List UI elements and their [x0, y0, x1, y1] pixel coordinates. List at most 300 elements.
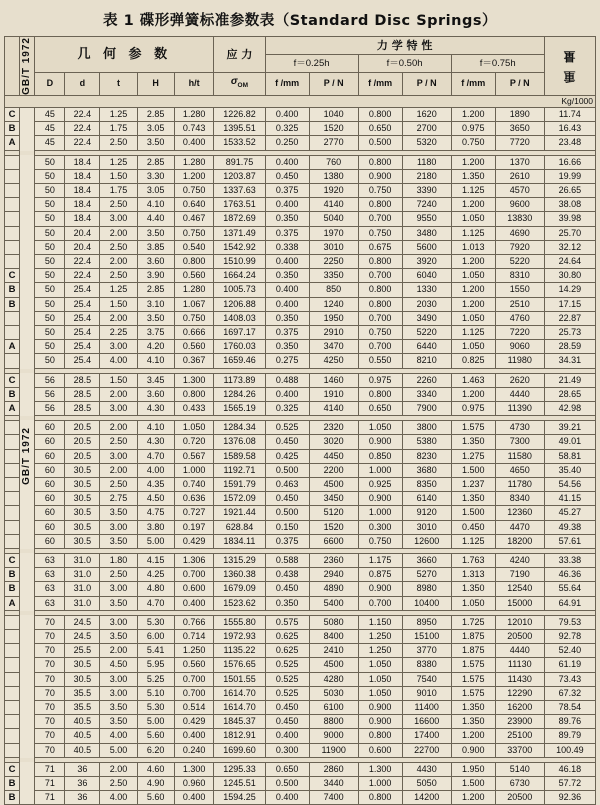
cell-t: 2.50: [100, 198, 137, 212]
row-class: A: [5, 401, 20, 415]
cell-t: 1.80: [100, 554, 137, 568]
cell-d: 36: [65, 791, 100, 805]
cell-ht: 0.636: [174, 492, 214, 506]
cell-D: 63: [35, 582, 65, 596]
cell-P075: 20500: [495, 791, 544, 805]
cell-d: 18.4: [65, 169, 100, 183]
cell-weight: 57.61: [544, 534, 595, 548]
cell-f050: 0.750: [358, 325, 402, 339]
cell-sigma: 1360.38: [214, 568, 265, 582]
cell-t: 2.50: [100, 136, 137, 150]
row-class: C: [5, 107, 20, 121]
cell-f025: 0.450: [265, 169, 309, 183]
cell-P050: 6040: [402, 269, 451, 283]
table-row: [5, 596, 596, 610]
cell-d: 40.5: [65, 715, 100, 729]
cell-f075: 0.975: [451, 401, 495, 415]
row-class: [5, 630, 20, 644]
cell-d: 24.5: [65, 615, 100, 629]
cell-weight: 11.74: [544, 107, 595, 121]
cell-D: 50: [35, 283, 65, 297]
cell-P050: 2180: [402, 169, 451, 183]
cell-weight: 54.56: [544, 478, 595, 492]
cell-sigma: 1510.99: [214, 254, 265, 268]
cell-t: 2.00: [100, 762, 137, 776]
table-row: [5, 630, 596, 644]
cell-ht: 0.666: [174, 325, 214, 339]
cell-t: 3.00: [100, 672, 137, 686]
cell-ht: 0.560: [174, 269, 214, 283]
row-class: [5, 701, 20, 715]
cell-f050: 0.750: [358, 534, 402, 548]
cell-t: 2.00: [100, 421, 137, 435]
cell-ht: 0.467: [174, 212, 214, 226]
cell-f050: 0.700: [358, 212, 402, 226]
cell-t: 4.50: [100, 658, 137, 672]
cell-d: 30.5: [65, 478, 100, 492]
cell-t: 3.50: [100, 701, 137, 715]
row-class: [5, 492, 20, 506]
row-class: C: [5, 762, 20, 776]
row-class: [5, 615, 20, 629]
row-class: [5, 183, 20, 197]
cell-H: 2.85: [137, 107, 174, 121]
table-row: [5, 478, 596, 492]
cell-d: 25.4: [65, 354, 100, 368]
cell-f050: 1.000: [358, 463, 402, 477]
cell-f075: 1.575: [451, 686, 495, 700]
cell-f075: 1.950: [451, 762, 495, 776]
weight-unit-row: [5, 95, 596, 107]
cell-f025: 0.450: [265, 492, 309, 506]
cell-d: 20.5: [65, 449, 100, 463]
table-row: [5, 297, 596, 311]
cell-P050: 11400: [402, 701, 451, 715]
cell-P025: 8400: [309, 630, 358, 644]
cell-f050: 0.700: [358, 269, 402, 283]
cell-f075: 1.725: [451, 615, 495, 629]
cell-f025: 0.400: [265, 107, 309, 121]
cell-d: 18.4: [65, 155, 100, 169]
cell-f075: 1.013: [451, 240, 495, 254]
cell-P075: 4730: [495, 421, 544, 435]
cell-f025: 0.450: [265, 582, 309, 596]
cell-sigma: 1763.51: [214, 198, 265, 212]
row-class: A: [5, 340, 20, 354]
cell-weight: 52.40: [544, 644, 595, 658]
row-class: [5, 169, 20, 183]
cell-weight: 25.73: [544, 325, 595, 339]
cell-d: 22.4: [65, 254, 100, 268]
cell-P025: 1380: [309, 169, 358, 183]
cell-sigma: 1760.03: [214, 340, 265, 354]
row-class: A: [5, 136, 20, 150]
cell-P050: 8350: [402, 478, 451, 492]
cell-P025: 3350: [309, 269, 358, 283]
cell-P050: 8950: [402, 615, 451, 629]
cell-sigma: 1697.17: [214, 325, 265, 339]
cell-H: 5.00: [137, 715, 174, 729]
cell-P075: 12010: [495, 615, 544, 629]
cell-weight: 39.21: [544, 421, 595, 435]
cell-sigma: 1226.82: [214, 107, 265, 121]
cell-t: 2.50: [100, 478, 137, 492]
cell-f075: 1.200: [451, 791, 495, 805]
header-load-075: f＝0.75h: [451, 55, 544, 73]
cell-sigma: 1376.08: [214, 435, 265, 449]
cell-f025: 0.350: [265, 311, 309, 325]
cell-t: 2.00: [100, 311, 137, 325]
cell-P050: 7900: [402, 401, 451, 415]
cell-P050: 8230: [402, 449, 451, 463]
cell-t: 3.00: [100, 340, 137, 354]
cell-P075: 5140: [495, 762, 544, 776]
cell-f050: 0.500: [358, 136, 402, 150]
header-col-H: H: [137, 73, 174, 96]
cell-ht: 0.750: [174, 311, 214, 325]
cell-t: 3.00: [100, 212, 137, 226]
cell-D: 50: [35, 169, 65, 183]
table-row: [5, 387, 596, 401]
table-row: [5, 311, 596, 325]
cell-f025: 0.375: [265, 325, 309, 339]
cell-D: 50: [35, 325, 65, 339]
cell-H: 3.85: [137, 240, 174, 254]
cell-weight: 42.98: [544, 401, 595, 415]
cell-weight: 32.12: [544, 240, 595, 254]
cell-f075: 1.500: [451, 463, 495, 477]
table-row: [5, 520, 596, 534]
header-load-050: f＝0.50h: [358, 55, 451, 73]
cell-P050: 17400: [402, 729, 451, 743]
cell-P025: 2860: [309, 762, 358, 776]
table-row: [5, 340, 596, 354]
cell-f025: 0.250: [265, 136, 309, 150]
cell-D: 70: [35, 701, 65, 715]
cell-P075: 15000: [495, 596, 544, 610]
cell-ht: 0.197: [174, 520, 214, 534]
cell-H: 4.10: [137, 198, 174, 212]
cell-d: 24.5: [65, 630, 100, 644]
cell-weight: 34.31: [544, 354, 595, 368]
cell-t: 4.00: [100, 729, 137, 743]
cell-H: 3.75: [137, 325, 174, 339]
cell-D: 50: [35, 311, 65, 325]
cell-P025: 9000: [309, 729, 358, 743]
standard-label: GB/T 1972: [21, 37, 33, 95]
cell-t: 2.00: [100, 644, 137, 658]
cell-f050: 0.900: [358, 582, 402, 596]
table-row: [5, 155, 596, 169]
cell-f050: 1.000: [358, 506, 402, 520]
cell-P075: 11780: [495, 478, 544, 492]
cell-P050: 3680: [402, 463, 451, 477]
cell-ht: 0.560: [174, 658, 214, 672]
cell-P050: 5380: [402, 435, 451, 449]
cell-P025: 3440: [309, 777, 358, 791]
cell-P075: 4440: [495, 387, 544, 401]
cell-D: 71: [35, 777, 65, 791]
cell-P050: 1180: [402, 155, 451, 169]
cell-weight: 35.40: [544, 463, 595, 477]
table-row: [5, 269, 596, 283]
cell-sigma: 1594.25: [214, 791, 265, 805]
cell-ht: 0.750: [174, 183, 214, 197]
cell-P075: 12540: [495, 582, 544, 596]
cell-f025: 0.275: [265, 354, 309, 368]
header-mechanics: 力 学 特 性: [265, 37, 544, 55]
cell-t: 3.50: [100, 534, 137, 548]
cell-P025: 2320: [309, 421, 358, 435]
cell-t: 2.50: [100, 568, 137, 582]
table-row: [5, 686, 596, 700]
cell-sigma: 1845.37: [214, 715, 265, 729]
cell-f050: 0.800: [358, 387, 402, 401]
cell-H: 3.80: [137, 520, 174, 534]
cell-weight: 46.18: [544, 762, 595, 776]
cell-f075: 1.763: [451, 554, 495, 568]
cell-D: 50: [35, 155, 65, 169]
cell-d: 36: [65, 777, 100, 791]
header-col-P025: P / N: [309, 73, 358, 96]
table-row: [5, 615, 596, 629]
cell-sigma: 628.84: [214, 520, 265, 534]
header-weight: [544, 37, 595, 96]
cell-t: 2.00: [100, 387, 137, 401]
cell-f025: 0.375: [265, 226, 309, 240]
table-row: [5, 568, 596, 582]
cell-f075: 1.125: [451, 534, 495, 548]
cell-f050: 0.900: [358, 715, 402, 729]
row-class: B: [5, 777, 20, 791]
cell-ht: 0.540: [174, 240, 214, 254]
cell-t: 5.00: [100, 743, 137, 757]
cell-H: 5.60: [137, 791, 174, 805]
cell-P075: 9060: [495, 340, 544, 354]
cell-d: 35.5: [65, 686, 100, 700]
row-class: [5, 506, 20, 520]
cell-sigma: 1972.93: [214, 630, 265, 644]
row-class: [5, 658, 20, 672]
cell-weight: 30.80: [544, 269, 595, 283]
cell-t: 3.50: [100, 715, 137, 729]
row-class: [5, 155, 20, 169]
cell-f025: 0.500: [265, 506, 309, 520]
cell-P025: 850: [309, 283, 358, 297]
cell-sigma: 1872.69: [214, 212, 265, 226]
cell-f025: 0.300: [265, 743, 309, 757]
cell-t: 3.00: [100, 615, 137, 629]
cell-sigma: 1812.91: [214, 729, 265, 743]
table-row: [5, 401, 596, 415]
cell-H: 3.90: [137, 269, 174, 283]
cell-H: 5.30: [137, 701, 174, 715]
row-class: A: [5, 596, 20, 610]
cell-P050: 9010: [402, 686, 451, 700]
cell-d: 20.4: [65, 226, 100, 240]
cell-D: 60: [35, 421, 65, 435]
cell-d: 25.4: [65, 297, 100, 311]
cell-weight: 61.19: [544, 658, 595, 672]
cell-f025: 0.350: [265, 212, 309, 226]
cell-f050: 0.800: [358, 254, 402, 268]
cell-H: 6.00: [137, 630, 174, 644]
row-class: C: [5, 373, 20, 387]
cell-t: 4.00: [100, 354, 137, 368]
cell-P075: 6730: [495, 777, 544, 791]
cell-f075: 1.350: [451, 492, 495, 506]
table-header-row-4: [5, 95, 596, 107]
cell-f050: 0.300: [358, 520, 402, 534]
cell-D: 70: [35, 686, 65, 700]
disc-spring-table: [4, 36, 596, 805]
cell-f050: 1.250: [358, 630, 402, 644]
cell-D: 50: [35, 340, 65, 354]
cell-f075: 1.313: [451, 568, 495, 582]
cell-weight: 24.64: [544, 254, 595, 268]
cell-D: 63: [35, 568, 65, 582]
table-row: [5, 183, 596, 197]
cell-H: 4.60: [137, 762, 174, 776]
page-title: 表 1 碟形弹簧标准参数表（Standard Disc Springs）: [103, 13, 497, 29]
cell-f050: 0.800: [358, 297, 402, 311]
cell-f025: 0.375: [265, 183, 309, 197]
cell-t: 2.50: [100, 269, 137, 283]
cell-f075: 1.350: [451, 582, 495, 596]
cell-t: 2.00: [100, 226, 137, 240]
cell-H: 3.45: [137, 373, 174, 387]
cell-H: 2.85: [137, 155, 174, 169]
cell-P050: 5600: [402, 240, 451, 254]
header-col-P075: P / N: [495, 73, 544, 96]
cell-d: 30.5: [65, 658, 100, 672]
table-row: [5, 743, 596, 757]
header-stress: 应 力: [214, 37, 265, 73]
cell-f050: 0.675: [358, 240, 402, 254]
cell-t: 2.75: [100, 492, 137, 506]
cell-t: 1.50: [100, 373, 137, 387]
row-class: B: [5, 283, 20, 297]
cell-H: 5.10: [137, 686, 174, 700]
cell-sigma: 891.75: [214, 155, 265, 169]
cell-f050: 0.850: [358, 449, 402, 463]
cell-ht: 0.640: [174, 198, 214, 212]
cell-f075: 1.500: [451, 506, 495, 520]
cell-H: 3.50: [137, 311, 174, 325]
cell-D: 56: [35, 387, 65, 401]
cell-D: 60: [35, 463, 65, 477]
cell-f025: 0.525: [265, 672, 309, 686]
cell-f050: 0.650: [358, 401, 402, 415]
cell-ht: 0.429: [174, 534, 214, 548]
table-row: [5, 506, 596, 520]
cell-D: 45: [35, 122, 65, 136]
cell-ht: 0.433: [174, 401, 214, 415]
cell-P075: 7220: [495, 325, 544, 339]
cell-t: 3.50: [100, 630, 137, 644]
cell-f025: 0.575: [265, 615, 309, 629]
cell-weight: 16.66: [544, 155, 595, 169]
cell-f050: 0.800: [358, 283, 402, 297]
cell-D: 50: [35, 198, 65, 212]
table-row: [5, 136, 596, 150]
cell-t: 2.00: [100, 463, 137, 477]
row-class: C: [5, 269, 20, 283]
cell-H: 4.35: [137, 478, 174, 492]
row-class: B: [5, 387, 20, 401]
cell-f050: 0.750: [358, 226, 402, 240]
cell-H: 3.30: [137, 169, 174, 183]
cell-P075: 11980: [495, 354, 544, 368]
cell-sigma: 1591.79: [214, 478, 265, 492]
cell-t: 1.25: [100, 107, 137, 121]
cell-D: 71: [35, 791, 65, 805]
cell-d: 31.0: [65, 554, 100, 568]
cell-D: 70: [35, 658, 65, 672]
table-row: [5, 198, 596, 212]
cell-P025: 5120: [309, 506, 358, 520]
cell-f025: 0.525: [265, 658, 309, 672]
cell-D: 60: [35, 449, 65, 463]
cell-f025: 0.525: [265, 421, 309, 435]
cell-d: 22.4: [65, 136, 100, 150]
cell-P025: 1040: [309, 107, 358, 121]
cell-f075: 1.237: [451, 478, 495, 492]
cell-weight: 28.59: [544, 340, 595, 354]
cell-H: 4.75: [137, 506, 174, 520]
table-row: [5, 325, 596, 339]
cell-P050: 22700: [402, 743, 451, 757]
table-row: [5, 715, 596, 729]
table-row: [5, 762, 596, 776]
cell-f025: 0.325: [265, 122, 309, 136]
table-row: [5, 729, 596, 743]
cell-sigma: 1501.55: [214, 672, 265, 686]
cell-sigma: 1206.88: [214, 297, 265, 311]
cell-P025: 7400: [309, 791, 358, 805]
cell-P050: 3010: [402, 520, 451, 534]
cell-D: 70: [35, 729, 65, 743]
cell-P050: 5270: [402, 568, 451, 582]
weight-label: 重 量: [562, 48, 577, 84]
cell-D: 70: [35, 672, 65, 686]
cell-d: 30.5: [65, 463, 100, 477]
cell-P050: 3660: [402, 554, 451, 568]
cell-P075: 4690: [495, 226, 544, 240]
cell-ht: 1.067: [174, 297, 214, 311]
cell-f025: 0.450: [265, 435, 309, 449]
cell-P075: 4440: [495, 644, 544, 658]
cell-weight: 28.65: [544, 387, 595, 401]
table-row: [5, 777, 596, 791]
table-header-row-3: [5, 73, 596, 96]
header-col-P050: P / N: [402, 73, 451, 96]
cell-f025: 0.463: [265, 478, 309, 492]
cell-t: 3.00: [100, 686, 137, 700]
cell-f075: 0.750: [451, 136, 495, 150]
cell-f025: 0.150: [265, 520, 309, 534]
cell-f075: 1.050: [451, 269, 495, 283]
cell-f025: 0.650: [265, 762, 309, 776]
header-col-f075: f /mm: [451, 73, 495, 96]
cell-P025: 4890: [309, 582, 358, 596]
cell-D: 60: [35, 534, 65, 548]
cell-D: 50: [35, 240, 65, 254]
cell-f075: 1.575: [451, 658, 495, 672]
cell-sigma: 1173.89: [214, 373, 265, 387]
cell-H: 4.80: [137, 582, 174, 596]
header-col-d: d: [65, 73, 100, 96]
